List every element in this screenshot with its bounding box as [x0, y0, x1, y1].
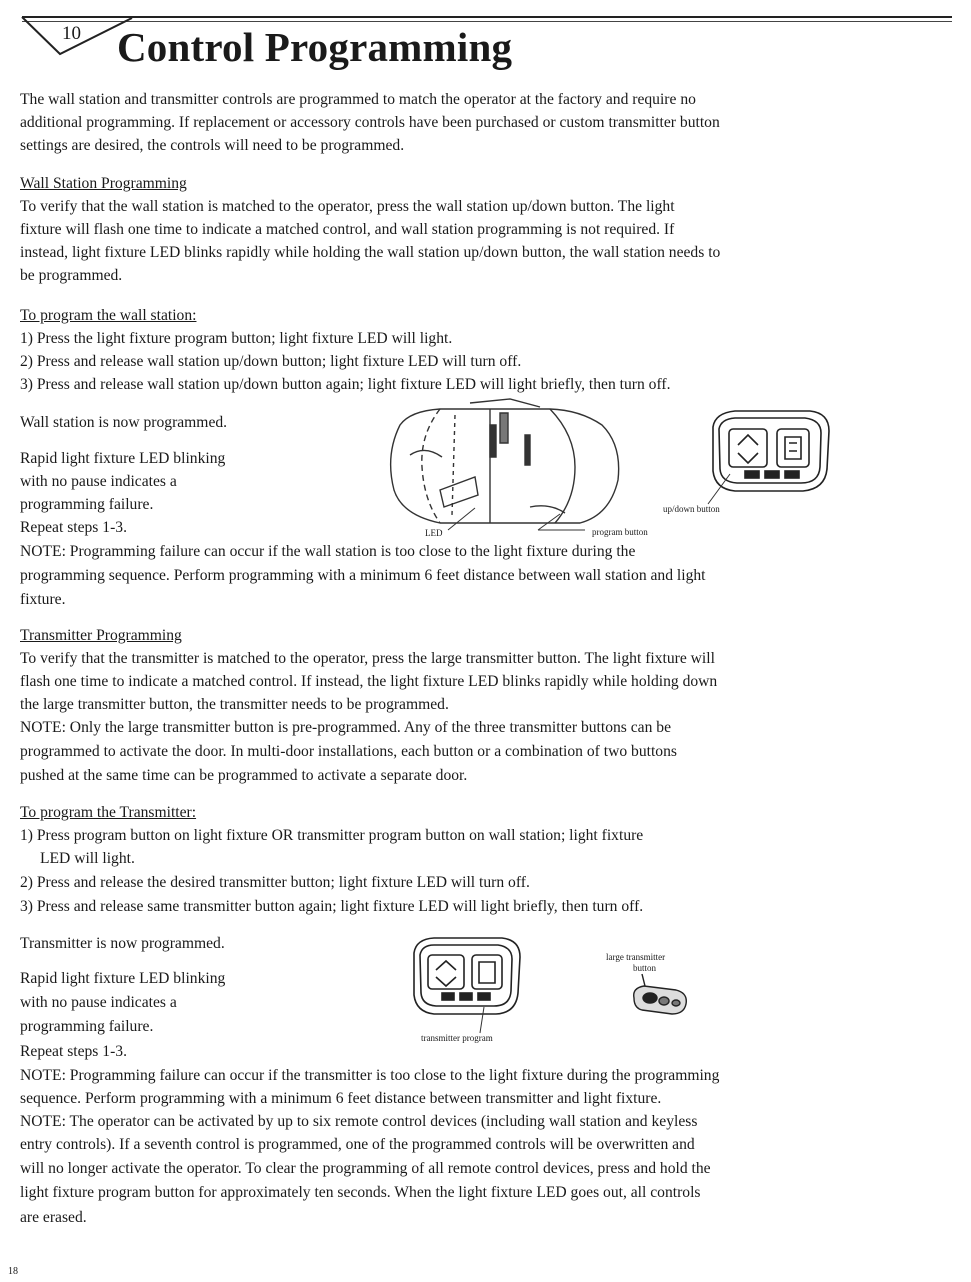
transmitter-body-line: the large transmitter button, the transmitter needs to be programmed.	[20, 696, 449, 713]
transmitter-failure-line: Rapid light fixture LED blinking	[20, 970, 226, 987]
wall-station-note-line: NOTE: Programming failure can occur if the wall station is too close to the light fixture during the	[20, 543, 636, 560]
transmitter-program-label: transmitter program	[421, 1033, 493, 1043]
program-button-label: program button	[592, 527, 648, 537]
wall-station-body-line: be programmed.	[20, 267, 123, 284]
wall-station-note-line: fixture.	[20, 591, 66, 608]
intro-line: settings are desired, the controls will need to be programmed.	[20, 137, 405, 154]
figure-leader-lines	[420, 500, 620, 540]
header-rule	[22, 16, 952, 18]
wall-station-step: 2) Press and release wall station up/down button; light fixture LED will turn off.	[20, 353, 522, 370]
transmitter-note-line: are erased.	[20, 1209, 87, 1226]
wall-station-failure-line: programming failure.	[20, 496, 154, 513]
page-number: 18	[8, 1266, 18, 1277]
transmitter-note-line: entry controls). If a seventh control is programmed, one of the programmed controls will be overwritten and	[20, 1136, 695, 1153]
transmitter-remote-illustration	[628, 972, 693, 1020]
transmitter-failure-line: Repeat steps 1-3.	[20, 1043, 127, 1060]
wall-station-body-line: To verify that the wall station is matched to the operator, press the wall station up/down button. The light	[20, 198, 675, 215]
transmitter-step: 2) Press and release the desired transmitter button; light fixture LED will turn off.	[20, 874, 530, 891]
transmitter-note-line: will no longer activate the operator. To clear the programming of all remote control devices, press and hold the	[20, 1160, 711, 1177]
header-rule-thin	[22, 21, 952, 22]
intro-line: The wall station and transmitter controls are programmed to match the operator at the factory and require no	[20, 91, 696, 108]
wall-station-step: 3) Press and release wall station up/down button again; light fixture LED will light briefly, then turn off.	[20, 376, 671, 393]
large-button-label-cont: button	[633, 963, 657, 973]
wall-station-program-illustration	[408, 935, 526, 1017]
transmitter-step: 1) Press program button on light fixture OR transmitter program button on wall station; light fixture	[20, 827, 644, 844]
transmitter-body-line: NOTE: Only the large transmitter button is pre-programmed. Any of the three transmitter buttons can be	[20, 719, 672, 736]
wall-station-failure-line: Repeat steps 1-3.	[20, 519, 127, 536]
transmitter-step: LED will light.	[40, 850, 135, 867]
intro-line: additional programming. If replacement or accessory controls have been purchased or custom transmitter button	[20, 114, 720, 131]
wall-station-failure-line: Rapid light fixture LED blinking	[20, 450, 226, 467]
wall-station-step: 1) Press the light fixture program button; light fixture LED will light.	[20, 330, 453, 347]
wall-station-body-line: instead, light fixture LED blinks rapidly while holding the wall station up/down button, the wall station needs to	[20, 244, 721, 261]
transmitter-body-line: flash one time to indicate a matched control. If instead, the light fixture LED blinks rapidly while holding down	[20, 673, 718, 690]
transmitter-body-line: pushed at the same time can be programmed to activate a separate door.	[20, 767, 468, 784]
wall-station-procedure-heading: To program the wall station:	[20, 307, 197, 324]
transmitter-done: Transmitter is now programmed.	[20, 935, 225, 952]
transmitter-note-line: NOTE: Programming failure can occur if the transmitter is too close to the light fixture during the programming	[20, 1067, 720, 1084]
transmitter-failure-line: programming failure.	[20, 1018, 154, 1035]
transmitter-body-line: To verify that the transmitter is matched to the operator, press the large transmitter button. The light fixture will	[20, 650, 715, 667]
wall-station-failure-line: with no pause indicates a	[20, 473, 177, 490]
transmitter-note-line: sequence. Perform programming with a minimum 6 feet distance between transmitter and light fixture.	[20, 1090, 662, 1107]
section-number: 10	[62, 23, 81, 44]
led-label: LED	[425, 528, 443, 538]
transmitter-note-line: light fixture program button for approximately ten seconds. When the light fixture LED goes out, all controls	[20, 1184, 701, 1201]
transmitter-body-line: programmed to activate the door. In multi-door installations, each button or a combination of two buttons	[20, 743, 677, 760]
wall-station-note-line: programming sequence. Perform programming with a minimum 6 feet distance between wall station and light	[20, 567, 706, 584]
transmitter-heading: Transmitter Programming	[20, 627, 182, 644]
large-button-label: large transmitter	[606, 952, 666, 962]
transmitter-failure-line: with no pause indicates a	[20, 994, 177, 1011]
transmitter-procedure-heading: To program the Transmitter:	[20, 804, 197, 821]
transmitter-note-line: NOTE: The operator can be activated by up to six remote control devices (including wall station and keyless	[20, 1113, 698, 1130]
updown-button-label: up/down button	[663, 504, 720, 514]
transmitter-program-leader	[470, 1005, 500, 1035]
transmitter-step: 3) Press and release same transmitter button again; light fixture LED will light briefly, then turn off.	[20, 898, 644, 915]
page-title: Control Programming	[117, 24, 513, 70]
wall-station-done: Wall station is now programmed.	[20, 414, 228, 431]
wall-station-heading: Wall Station Programming	[20, 175, 187, 192]
wall-station-body-line: fixture will flash one time to indicate a matched control, and wall station programming is not required. If	[20, 221, 675, 238]
